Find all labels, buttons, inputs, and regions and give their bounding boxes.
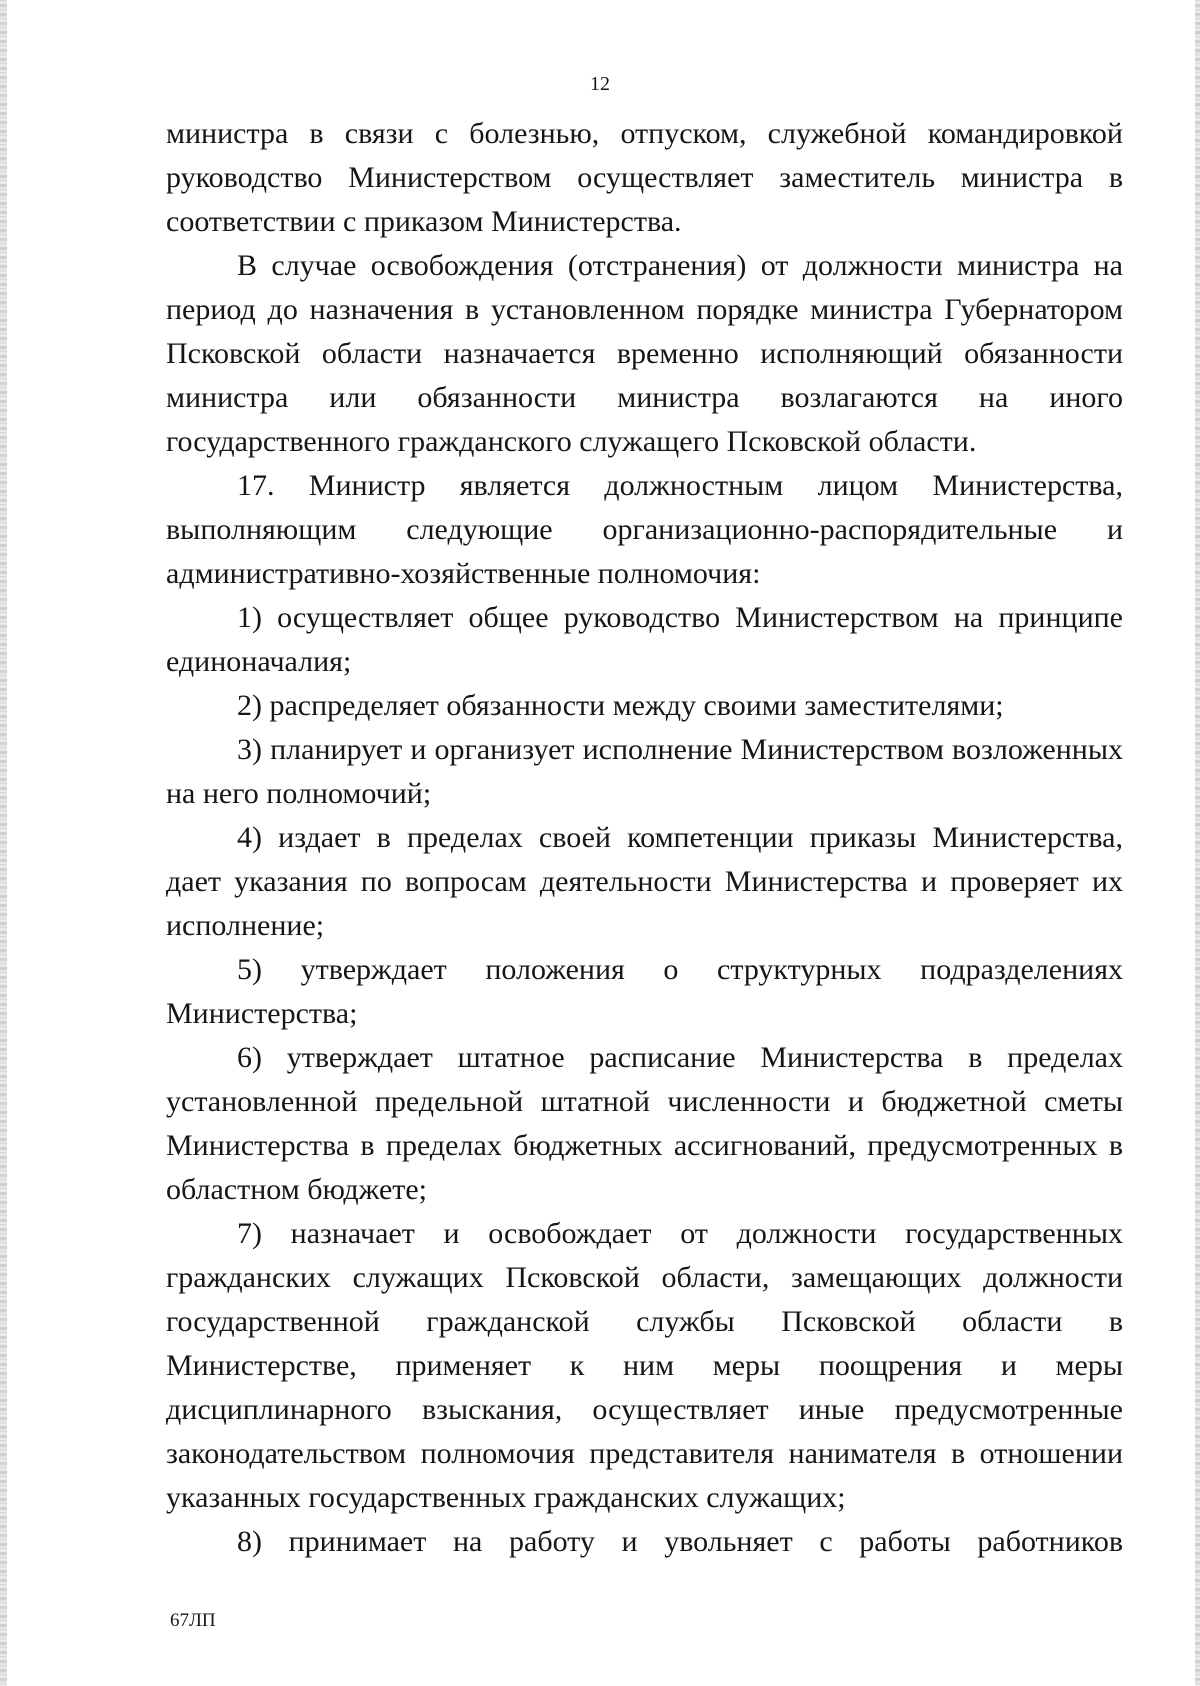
list-item-6: 6) утверждает штатное расписание Министерства в пределах установленной предельной штатной численности и бюджетной сметы Министерства в пределах бюджетных ассигнований, предусмотренных в областном бюджете; xyxy=(166,1041,1123,1206)
scan-edge-left xyxy=(0,0,7,1686)
list-item-5: 5) утверждает положения о структурных подразделениях Министерства; xyxy=(166,953,1123,1030)
paragraph-dismissal-case: В случае освобождения (отстранения) от должности министра на период до назначения в установленном порядке министра Губернатором Псковской области назначается временно исполняющий обязанности министра или обязанности министра возлагаются на иного государственного гражданского служащего Псковской области. xyxy=(166,249,1123,458)
list-item-2: 2) распределяет обязанности между своими заместителями; xyxy=(237,689,1004,722)
document-body xyxy=(166,112,1123,1564)
list-item-3: 3) планирует и организует исполнение Министерством возложенных на него полномочий; xyxy=(166,733,1123,810)
list-item-1: 1) осуществляет общее руководство Министерством на принципе единоначалия; xyxy=(166,601,1123,678)
document-code: 67ЛП xyxy=(170,1610,216,1631)
paragraph-continuation: министра в связи с болезнью, отпуском, служебной командировкой руководство Министерством осуществляет заместитель министра в соответствии с приказом Министерства. xyxy=(166,117,1123,238)
paragraph-item-17: 17. Министр является должностным лицом Министерства, выполняющим следующие организационно-распорядительные и административно-хозяйственные полномочия: xyxy=(166,469,1123,590)
list-item-4: 4) издает в пределах своей компетенции приказы Министерства, дает указания по вопросам деятельности Министерства и проверяет их исполнение; xyxy=(166,821,1123,942)
list-item-8: 8) принимает на работу и увольняет с работы работников xyxy=(237,1525,1123,1558)
list-item-7: 7) назначает и освобождает от должности государственных гражданских служащих Псковской области, замещающих должности государственной гражданской службы Псковской области в Министерстве, применяет к ним меры поощрения и меры дисциплинарного взыскания, осуществляет иные предусмотренные законодательством полномочия представителя нанимателя в отношении указанных государственных гражданских служащих; xyxy=(166,1217,1123,1514)
page-number: 12 xyxy=(590,73,610,95)
scan-edge-right xyxy=(1195,0,1200,1686)
